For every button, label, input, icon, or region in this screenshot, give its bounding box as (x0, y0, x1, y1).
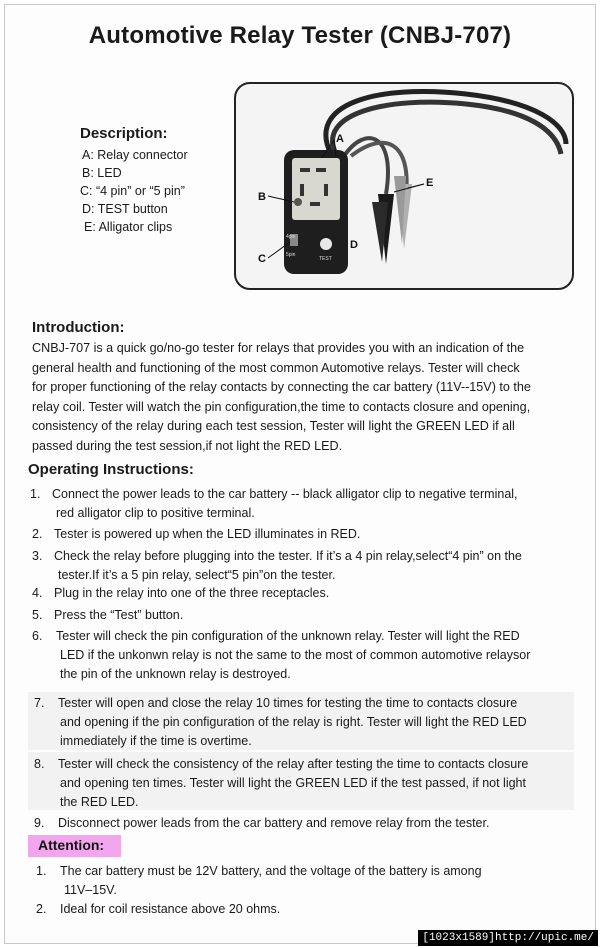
label-d: D (350, 239, 358, 251)
label-e: E (426, 177, 434, 189)
description-item-a: A: Relay connector (82, 148, 188, 162)
test-text: TEST (319, 256, 332, 262)
description-item-e: E: Alligator clips (84, 220, 173, 234)
label-c: C (258, 253, 266, 265)
step-number: 5. (32, 608, 43, 622)
step-number: 7. (34, 696, 45, 710)
step-line: and opening if the pin configuration of the relay is right. Tester will light the RED LED (60, 715, 527, 729)
step-number: 8. (34, 757, 45, 771)
relay-tester-photo (234, 82, 574, 290)
introduction-line: relay coil. Tester will watch the pin configuration,the time to contacts closure and opening, (32, 399, 531, 414)
step-line: immediately if the time is overtime. (60, 734, 252, 748)
introduction-heading: Introduction: (32, 319, 125, 336)
watermark: [1023x1589]http://upic.me/ (418, 930, 598, 946)
page-title: Automotive Relay Tester (CNBJ-707) (88, 22, 512, 49)
step-line: the pin of the unknown relay is destroyed. (60, 667, 291, 681)
attention-number: 2. (36, 902, 47, 916)
attention-heading: Attention: (38, 837, 105, 853)
step-number: 6. (32, 629, 43, 643)
step-line: LED if the unkonwn relay is not the same to the most of common automotive relaysor (60, 648, 531, 662)
description-item-b: B: LED (82, 166, 122, 180)
step-line: Connect the power leads to the car battery -- black alligator clip to negative terminal, (52, 487, 518, 501)
step-line: Press the “Test” button. (54, 608, 184, 622)
step-number: 3. (32, 549, 43, 563)
step-line: the RED LED. (60, 795, 139, 809)
attention-line: 11V–15V. (64, 883, 117, 897)
step-line: and opening ten times. Tester will light the GREEN LED if the test passed, if not light (60, 776, 526, 790)
label-a: A (336, 133, 344, 145)
label-b: B (258, 191, 266, 203)
step-line: Disconnect power leads from the car battery and remove relay from the tester. (58, 816, 490, 830)
step-line: Plug in the relay into one of the three receptacles. (54, 586, 330, 600)
description-list (82, 146, 188, 236)
introduction-line: consistency of the relay during each test session, Tester will light the GREEN LED if all (32, 419, 515, 433)
description-item-c: C: “4 pin” or “5 pin” (80, 184, 185, 198)
introduction-line: for proper functioning of the relay contacts by connecting the car battery (11V--15V) to the (32, 380, 531, 394)
introduction-line: CNBJ-707 is a quick go/no-go tester for relays that provides you with an indication of the (32, 341, 525, 355)
introduction-paragraph (32, 339, 577, 456)
step-number: 4. (32, 586, 43, 600)
step-line: Tester will open and close the relay 10 times for testing the time to contacts closure (58, 696, 518, 710)
pin5-text: 5pin (286, 252, 296, 258)
relay-tester-illustration (236, 84, 572, 288)
step-number: 1. (30, 487, 41, 501)
introduction-line: general health and functioning of the most common Automotive relays. Tester will check (32, 360, 520, 375)
relay-connector (292, 158, 340, 220)
led (294, 198, 302, 206)
step-line: red alligator clip to positive terminal. (56, 506, 255, 520)
attention-line: The car battery must be 12V battery, and the voltage of the battery is among (60, 864, 482, 878)
step-line: tester.If it’s a 5 pin relay, select“5 pin”on the tester. (58, 568, 336, 582)
step-number: 2. (32, 527, 43, 541)
introduction-line: passed during the test session,if not light the RED LED. (32, 438, 343, 453)
test-button (320, 238, 332, 250)
description-heading: Description: (80, 125, 168, 142)
step-line: Check the relay before plugging into the tester. If it’s a 4 pin relay,select“4 pin” on the (54, 549, 522, 563)
description-item-d: D: TEST button (82, 202, 168, 216)
step-line: Tester is powered up when the LED illuminates in RED. (54, 527, 361, 541)
step-number: 9. (34, 816, 45, 830)
step-line: Tester will check the pin configuration of the unknown relay. Tester will light the RED (56, 629, 520, 643)
step-line: Tester will check the consistency of the relay after testing the time to contacts closure (58, 757, 529, 771)
pin4-text: 4pin (286, 234, 296, 240)
attention-number: 1. (36, 864, 47, 878)
attention-line: Ideal for coil resistance above 20 ohms. (60, 902, 281, 916)
operating-heading: Operating Instructions: (28, 461, 194, 478)
